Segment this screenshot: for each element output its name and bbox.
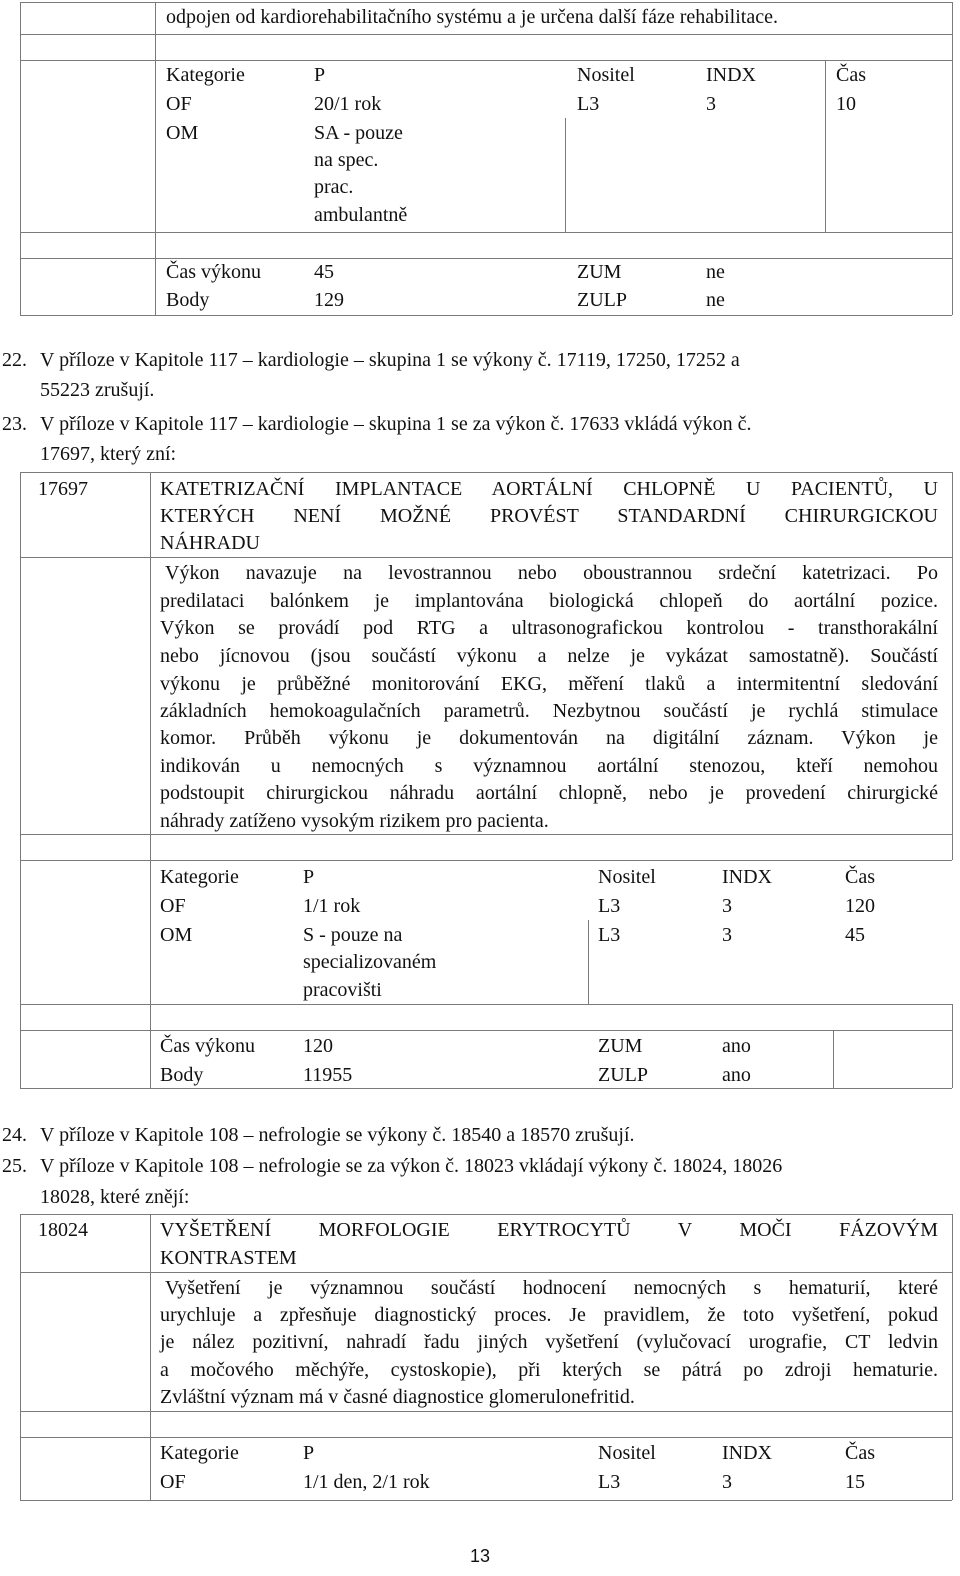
item-text: V příloze v Kapitole 117 – kardiologie – skupina 1 se za výkon č. 17633 vkládá výkon č. [40, 413, 752, 435]
description-line: urychluje a zpřesňuje diagnostický proces. Je pravidlem, že toto vyšetření, pokud [160, 1304, 938, 1326]
item-text: 18028, které znějí: [40, 1186, 190, 1208]
description-line: komor. Průběh výkonu je dokumentován na digitální záznam. Výkon je [160, 727, 938, 749]
zum-label: ZUM [577, 261, 622, 283]
header-cas: Čas [836, 64, 866, 86]
item-number: 24. [2, 1124, 27, 1146]
procedure-title: NÁHRADU [160, 532, 260, 554]
rule [20, 60, 952, 61]
cell: 3 [722, 924, 732, 946]
cell: 3 [722, 895, 732, 917]
procedure-title: KONTRASTEM [160, 1247, 297, 1269]
body-label: Body [166, 289, 210, 311]
description-line: Výkon navazuje na levostrannou nebo oboustrannou srdeční katetrizaci. Po [165, 562, 938, 584]
cell: specializovaném [303, 951, 437, 973]
item-number: 25. [2, 1155, 27, 1177]
zulp-value: ano [722, 1064, 751, 1086]
cas-value: 120 [303, 1035, 333, 1057]
cell: OF [160, 895, 186, 917]
header-p: P [303, 866, 315, 888]
rule [952, 472, 953, 860]
header-nositel: Nositel [598, 1442, 656, 1464]
cell: 3 [706, 93, 716, 115]
cell: L3 [598, 1471, 621, 1493]
cas-label: Čas výkonu [166, 261, 261, 283]
item-text: V příloze v Kapitole 117 – kardiologie – skupina 1 se výkony č. 17119, 17250, 17252 a [40, 349, 740, 371]
description-line: nebo jícnovou (jsou součástí výkonu a nelze je vykázat samostatně). Součástí [160, 645, 938, 667]
procedure-title: VYŠETŘENÍ MORFOLOGIE ERYTROCYTŮ V MOČI FÁZOVÝM [160, 1219, 938, 1241]
cell: na spec. [314, 149, 379, 171]
page-number: 13 [469, 1546, 491, 1566]
cell: OM [160, 924, 193, 946]
cell: L3 [598, 895, 621, 917]
rule [20, 1411, 952, 1412]
header-indx: INDX [722, 866, 772, 888]
rule [150, 472, 151, 1088]
description-line: predilataci balónkem je implantována biologická chlopeň do aortální pozice. [160, 590, 938, 612]
rule [20, 1030, 952, 1031]
cell: S - pouze na [303, 924, 403, 946]
cell: L3 [577, 93, 600, 115]
cell: 20/1 rok [314, 93, 382, 115]
header-nositel: Nositel [598, 866, 656, 888]
rule [20, 557, 952, 558]
rule [20, 472, 952, 473]
header-nositel: Nositel [577, 64, 635, 86]
cell: L3 [598, 924, 621, 946]
header-kategorie: Kategorie [166, 64, 245, 86]
cell: 45 [845, 924, 865, 946]
description-line: základních hemokoagulačních parametrů. Nezbytnou součástí je rychlá stimulace [160, 700, 938, 722]
rule [20, 1004, 952, 1005]
procedure-code: 18024 [38, 1219, 88, 1241]
body-value: 11955 [303, 1064, 353, 1086]
description-line: indikován u nemocných s významnou aortální stenozou, kteří nemohou [160, 755, 938, 777]
rule [155, 2, 156, 315]
rule [20, 34, 952, 35]
cell: OM [166, 122, 199, 144]
description-line: náhrady zatíženo vysokým rizikem pro pacienta. [160, 810, 549, 832]
cell: pracovišti [303, 979, 382, 1001]
zum-value: ne [706, 261, 725, 283]
zulp-label: ZULP [598, 1064, 648, 1086]
rule [20, 258, 952, 259]
rule [20, 1500, 952, 1501]
rule [150, 1214, 151, 1500]
zulp-value: ne [706, 289, 725, 311]
cell: prac. [314, 176, 354, 198]
header-indx: INDX [722, 1442, 772, 1464]
cell: ambulantně [314, 204, 408, 226]
description-line: je nález pozitivní, nahradí řadu jiných vyšetření (vylučovací urografie, CT ledvin [160, 1331, 938, 1353]
cas-label: Čas výkonu [160, 1035, 255, 1057]
item-text: V příloze v Kapitole 108 – nefrologie se za výkon č. 18023 vkládají výkony č. 18024, 18026 [40, 1155, 783, 1177]
rule [588, 920, 589, 1004]
header-kategorie: Kategorie [160, 866, 239, 888]
rule [952, 1214, 953, 1437]
rule [565, 118, 566, 232]
cell: 120 [845, 895, 875, 917]
zum-label: ZUM [598, 1035, 643, 1057]
item-text: 55223 zrušují. [40, 379, 155, 401]
rule [20, 232, 952, 233]
rule [952, 1004, 953, 1088]
header-cas: Čas [845, 1442, 875, 1464]
item-number: 22. [2, 349, 27, 371]
rule [952, 2, 953, 315]
header-p: P [314, 64, 326, 86]
intro-text: odpojen od kardiorehabilitačního systému a je určena další fáze rehabilitace. [166, 6, 778, 28]
rule [825, 60, 826, 232]
cell: OF [166, 93, 192, 115]
rule [20, 2, 21, 315]
item-text: V příloze v Kapitole 108 – nefrologie se výkony č. 18540 a 18570 zrušují. [40, 1124, 635, 1146]
body-value: 129 [314, 289, 344, 311]
header-cas: Čas [845, 866, 875, 888]
procedure-title: KTERÝCH NENÍ MOŽNÉ PROVÉST STANDARDNÍ CHIRURGICKOU [160, 505, 938, 527]
header-kategorie: Kategorie [160, 1442, 239, 1464]
description-line: Zvláštní význam má v časné diagnostice glomerulonefritid. [160, 1386, 635, 1408]
description-line: Vyšetření je významnou součástí hodnocení nemocných s hematurií, které [165, 1277, 938, 1299]
rule [952, 1437, 953, 1500]
rule [833, 1030, 834, 1088]
description-line: výkonu je průběžné monitorování EKG, měření tlaků a intermitentní sledování [160, 673, 938, 695]
description-line: Výkon se provádí pod RTG a ultrasonografickou kontrolou - transthorakální [160, 617, 938, 639]
cell: 15 [845, 1471, 865, 1493]
rule [20, 1214, 21, 1500]
rule [20, 2, 952, 3]
description-line: podstoupit chirurgickou náhradu aortální chlopně, nebo je provedení chirurgické [160, 782, 938, 804]
cas-value: 45 [314, 261, 334, 283]
cell: SA - pouze [314, 122, 403, 144]
header-p: P [303, 1442, 315, 1464]
description-line: a močového měchýře, cystoskopie), při kterých se pátrá po zdroji hematurie. [160, 1359, 938, 1381]
rule [20, 1437, 952, 1438]
procedure-code: 17697 [38, 478, 88, 500]
cell: OF [160, 1471, 186, 1493]
zulp-label: ZULP [577, 289, 627, 311]
cell: 10 [836, 93, 856, 115]
rule [20, 315, 952, 316]
rule [20, 472, 21, 1088]
cell: 1/1 rok [303, 895, 361, 917]
item-number: 23. [2, 413, 27, 435]
rule [20, 1214, 952, 1215]
cell: 3 [722, 1471, 732, 1493]
rule [20, 860, 952, 861]
cell: 1/1 den, 2/1 rok [303, 1471, 430, 1493]
procedure-title: KATETRIZAČNÍ IMPLANTACE AORTÁLNÍ CHLOPNĚ U PACIENTŮ, U [160, 478, 938, 500]
body-label: Body [160, 1064, 204, 1086]
header-indx: INDX [706, 64, 756, 86]
rule [20, 1272, 952, 1273]
zum-value: ano [722, 1035, 751, 1057]
item-text: 17697, který zní: [40, 443, 177, 465]
